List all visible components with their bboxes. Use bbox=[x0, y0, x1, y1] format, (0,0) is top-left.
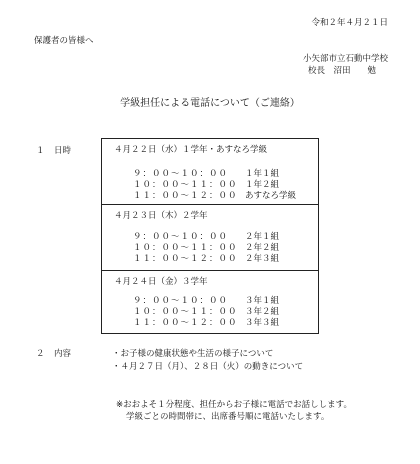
slot-class: １年１組 bbox=[245, 169, 280, 179]
list-item: ・４月２７日（月）、２８日（火）の動きについて bbox=[112, 362, 304, 373]
slot-time: １０：００～１１：００ bbox=[133, 180, 238, 190]
slot-class: ２年１組 bbox=[245, 232, 280, 242]
document-title: 学級担任による電話について（ご連絡） bbox=[120, 98, 300, 109]
slot-time: １１：００～１２：００ bbox=[133, 318, 238, 328]
slot-time: １０：００～１１：００ bbox=[133, 243, 238, 253]
slot-time: １１：００～１２：００ bbox=[133, 191, 238, 201]
section-number: １ bbox=[36, 146, 45, 156]
schedule-day bbox=[102, 139, 318, 205]
slot-class: あすなろ学級 bbox=[245, 191, 297, 201]
time-slot-row bbox=[102, 191, 318, 202]
day-heading: ４月２２日（水）１学年・あすなろ学級 bbox=[114, 145, 268, 155]
time-slot-row bbox=[102, 318, 318, 329]
slot-class: ３年１組 bbox=[245, 296, 280, 306]
schedule-table bbox=[101, 138, 319, 334]
principal-name: 校長 沼田 勉 bbox=[307, 66, 376, 76]
slot-class: ２年３組 bbox=[245, 254, 280, 264]
section-label-datetime: 日時 bbox=[54, 146, 72, 156]
section-label-contents: 内容 bbox=[54, 349, 72, 359]
schedule-day bbox=[102, 205, 318, 271]
slot-class: ３年３組 bbox=[245, 318, 280, 328]
slot-class: ２年２組 bbox=[245, 243, 280, 253]
slot-time: ９：００～１０：００ bbox=[133, 232, 229, 242]
slot-time: ９：００～１０：００ bbox=[133, 169, 229, 179]
slot-class: ３年２組 bbox=[245, 307, 280, 317]
day-heading: ４月２４日（金）３学年 bbox=[114, 277, 208, 287]
note-line: ※おおよそ１分程度、担任からお子様に電話でお話しします。 bbox=[116, 400, 352, 410]
time-slot-row bbox=[102, 232, 318, 243]
time-slot-row bbox=[102, 307, 318, 318]
slot-time: ９：００～１０：００ bbox=[133, 296, 229, 306]
time-slot-row bbox=[102, 243, 318, 254]
time-slot-row bbox=[102, 169, 318, 180]
time-slot-row bbox=[102, 254, 318, 265]
letter-date: 令和２年４月２１日 bbox=[311, 18, 388, 28]
contents-list bbox=[112, 349, 303, 375]
slot-time: １１：００～１２：００ bbox=[133, 254, 238, 264]
time-slot-row bbox=[102, 180, 318, 191]
slot-class: １年２組 bbox=[245, 180, 280, 190]
schedule-day bbox=[102, 271, 318, 333]
note-line: 学級ごとの時間帯に、出席番号順に電話いたします。 bbox=[126, 412, 330, 422]
recipient: 保護者の皆様へ bbox=[34, 36, 94, 46]
section-number: ２ bbox=[36, 349, 45, 359]
slot-time: １０：００～１１：００ bbox=[133, 307, 238, 317]
list-item: ・お子様の健康状態や生活の様子について bbox=[112, 349, 274, 359]
day-heading: ４月２３日（木）２学年 bbox=[114, 211, 208, 221]
school-name: 小矢部市立石動中学校 bbox=[302, 54, 388, 64]
time-slot-row bbox=[102, 296, 318, 307]
